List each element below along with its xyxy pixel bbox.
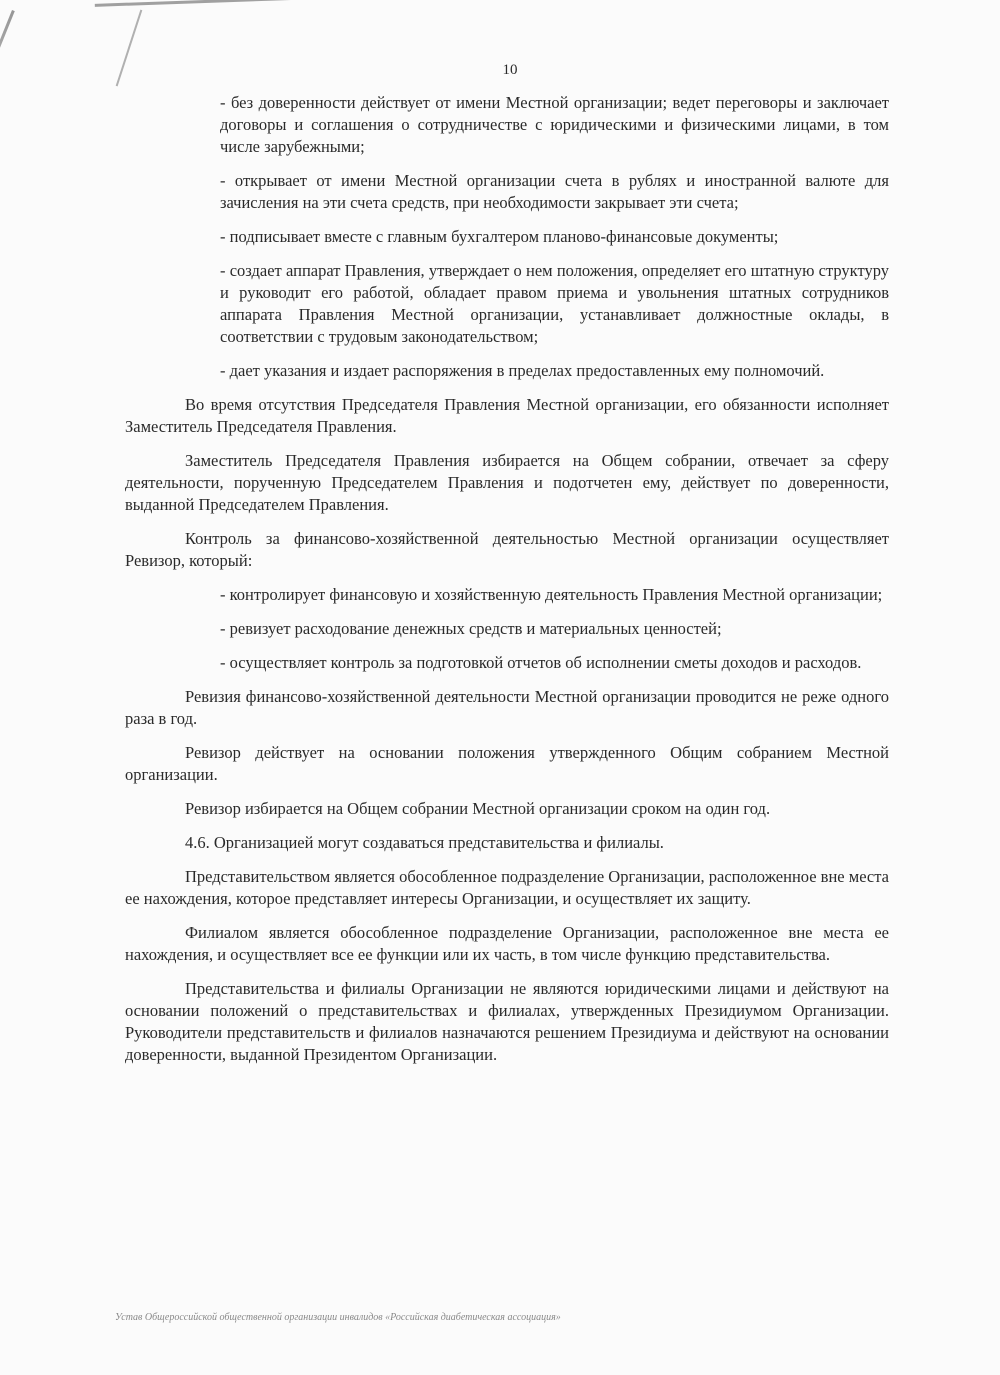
paragraph: Заместитель Председателя Правления избирается на Общем собрании, отвечает за сферу деятельности, порученную Председателем Правления и подотчетен ему, действует по доверенности, выданной Председателем Правления. [125,451,889,514]
list-item: - без доверенности действует от имени Местной организации; ведет переговоры и заключает договоры и соглашения о сотрудничестве с юридическими и физическими лицами, в том числе зарубежными; [220,93,889,156]
paragraph: Представительством является обособленное подразделение Организации, расположенное вне места ее нахождения, которое представляет интересы Организации, и осуществляет их защиту. [125,867,889,908]
scan-artifact-left [0,10,15,252]
paragraph: Филиалом является обособленное подразделение Организации, расположенное вне места ее нахождения, и осуществляет все ее функции или их часть, в том числе функцию представительства. [125,923,889,964]
paragraph: Ревизия финансово-хозяйственной деятельности Местной организации проводится не реже одного раза в год. [125,687,889,728]
document-body [125,92,889,1078]
list-item: - подписывает вместе с главным бухгалтером планово-финансовые документы; [220,227,779,246]
list-item: - ревизует расходование денежных средств и материальных ценностей; [220,619,722,638]
paragraph: Во время отсутствия Председателя Правления Местной организации, его обязанности исполняет Заместитель Председателя Правления. [125,395,889,436]
scan-artifact-top [95,0,315,21]
page-footer: Устав Общероссийской общественной организации инвалидов «Российская диабетическая ассоциация» [115,1312,561,1323]
page-number: 10 [502,62,518,78]
paragraph: Ревизор действует на основании положения утвержденного Общим собранием Местной организации. [125,743,889,784]
paragraph: Ревизор избирается на Общем собрании Местной организации сроком на один год. [185,799,771,818]
paragraph: Представительства и филиалы Организации не являются юридическими лицами и действуют на основании положений о представительствах и филиалах, утвержденных Президиумом Организации. Руководители представительств и филиалов назначаются решением Президиума и действуют на основании доверенности, выданной Президентом Организации. [125,979,889,1064]
list-item: - дает указания и издает распоряжения в пределах предоставленных ему полномочий. [220,361,825,380]
list-item: - осуществляет контроль за подготовкой отчетов об исполнении сметы доходов и расходов. [220,653,862,672]
list-item: - открывает от имени Местной организации счета в рублях и иностранной валюте для зачисления на эти счета средств, при необходимости закрывает эти счета; [220,171,889,212]
paragraph: Контроль за финансово-хозяйственной деятельностью Местной организации осуществляет Ревизор, который: [125,529,889,570]
list-item: - контролирует финансовую и хозяйственную деятельность Правления Местной организации; [220,585,883,604]
section-heading-4-6: 4.6. Организацией могут создаваться представительства и филиалы. [185,833,664,852]
list-item: - создает аппарат Правления, утверждает о нем положения, определяет его штатную структуру и руководит его работой, обладает правом приема и увольнения штатных сотрудников аппарата Правления Местной организации, устанавливает должностные оклады, в соответствии с трудовым законодательством; [220,261,889,346]
